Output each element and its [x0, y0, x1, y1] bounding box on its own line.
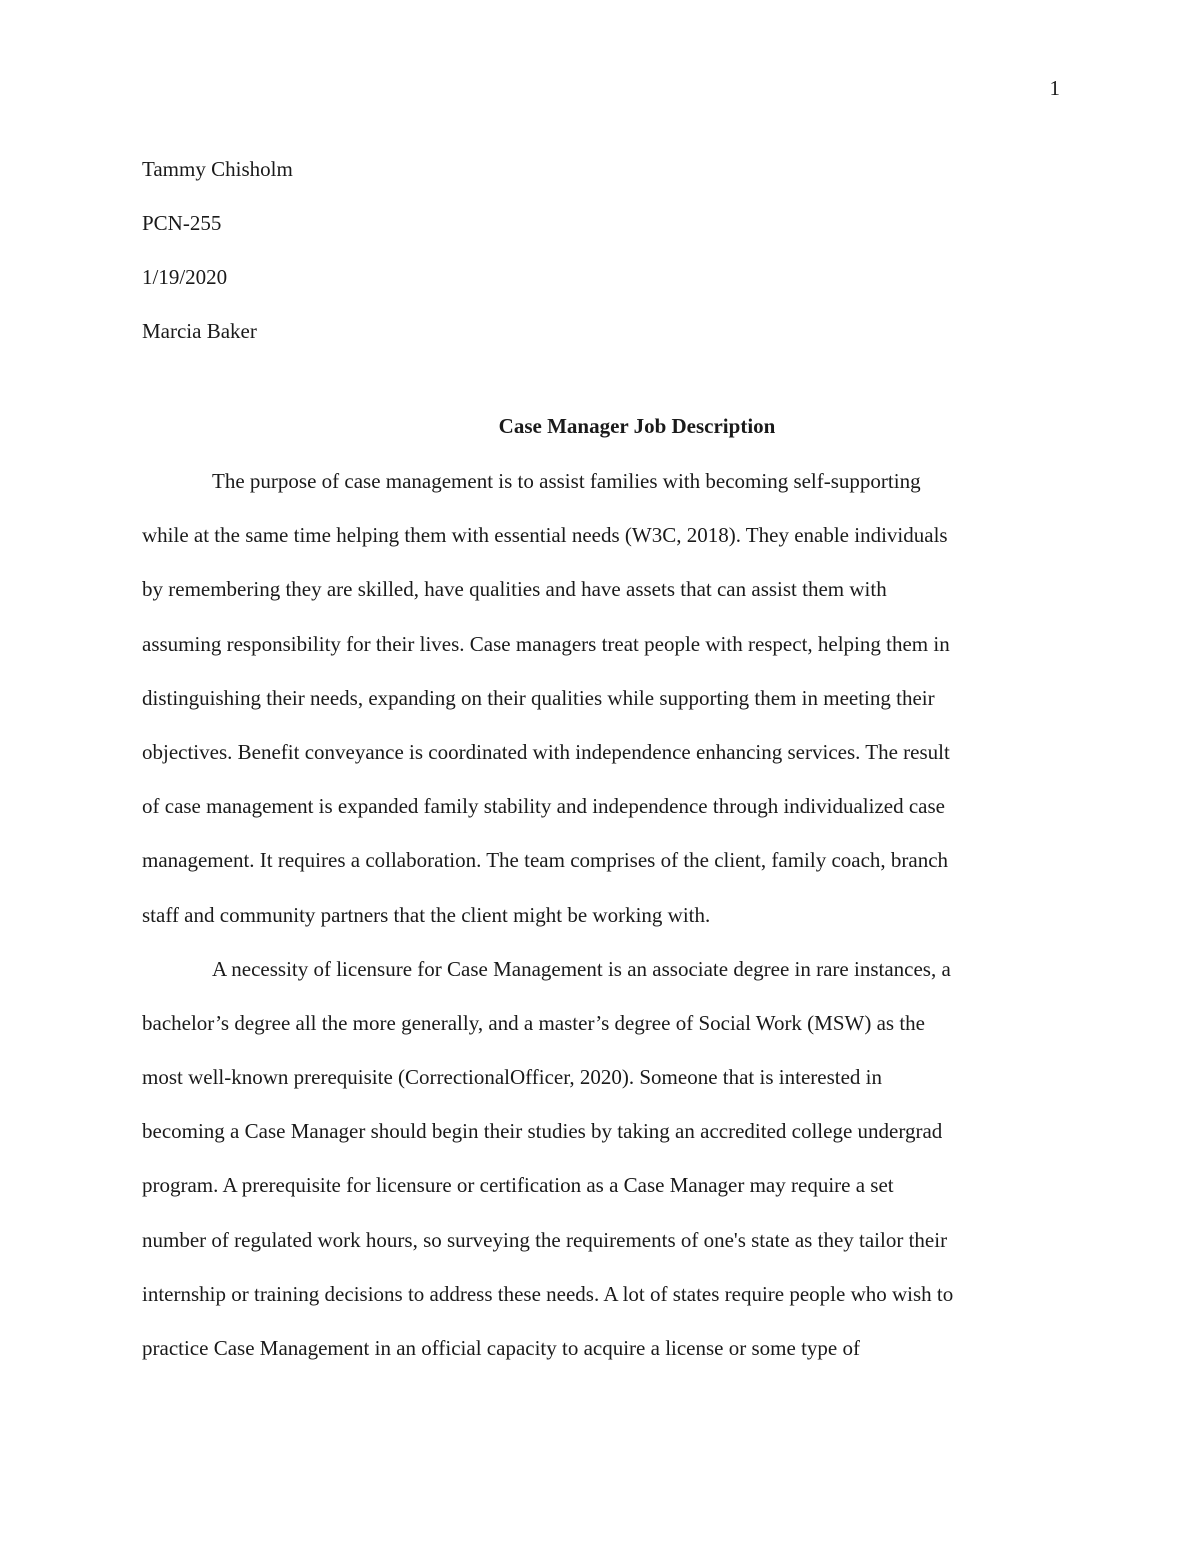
paragraph-line: while at the same time helping them with essential needs (W3C, 2018). They enable individuals — [142, 523, 948, 548]
paragraph-line: number of regulated work hours, so surveying the requirements of one's state as they tailor their — [142, 1227, 948, 1252]
paragraph-line: of case management is expanded family stability and independence through individualized case — [142, 794, 945, 819]
course-code: PCN-255 — [142, 211, 222, 235]
paragraph-line: becoming a Case Manager should begin their studies by taking an accredited college undergrad — [142, 1119, 943, 1144]
paragraph-line: objectives. Benefit conveyance is coordinated with independence enhancing services. The result — [142, 739, 950, 764]
paragraph-line: distinguishing their needs, expanding on their qualities while supporting them in meeting their — [142, 685, 935, 710]
paragraph-2 — [142, 942, 1062, 1376]
paragraph-line: staff and community partners that the client might be working with. — [142, 902, 711, 927]
paragraph-1 — [142, 454, 1062, 942]
paragraph-line: internship or training decisions to address these needs. A lot of states require people who wish to — [142, 1281, 954, 1306]
paragraph-line: by remembering they are skilled, have qualities and have assets that can assist them with — [142, 577, 887, 602]
paragraph-line: assuming responsibility for their lives. Case managers treat people with respect, helping them in — [142, 631, 950, 656]
paragraph-line: bachelor’s degree all the more generally, and a master’s degree of Social Work (MSW) as the — [142, 1010, 925, 1035]
paper-heading — [142, 142, 1062, 358]
paragraph-line: program. A prerequisite for licensure or certification as a Case Manager may require a set — [142, 1173, 894, 1198]
paragraph-line: most well-known prerequisite (CorrectionalOfficer, 2020). Someone that is interested in — [142, 1065, 882, 1090]
paper-title: Case Manager Job Description — [498, 414, 776, 438]
body-text — [142, 454, 1062, 1375]
instructor-name: Marcia Baker — [142, 319, 257, 343]
submission-date: 1/19/2020 — [142, 265, 228, 289]
author-name: Tammy Chisholm — [142, 157, 293, 181]
paragraph-line: management. It requires a collaboration. The team comprises of the client, family coach, branch — [142, 848, 949, 873]
paragraph-line: practice Case Management in an official capacity to acquire a license or some type of — [142, 1336, 860, 1360]
paragraph-line: A necessity of licensure for Case Management is an associate degree in rare instances, a — [212, 956, 951, 981]
page-number: 1 — [1049, 76, 1060, 100]
paragraph-line: The purpose of case management is to assist families with becoming self-supporting — [212, 469, 921, 493]
